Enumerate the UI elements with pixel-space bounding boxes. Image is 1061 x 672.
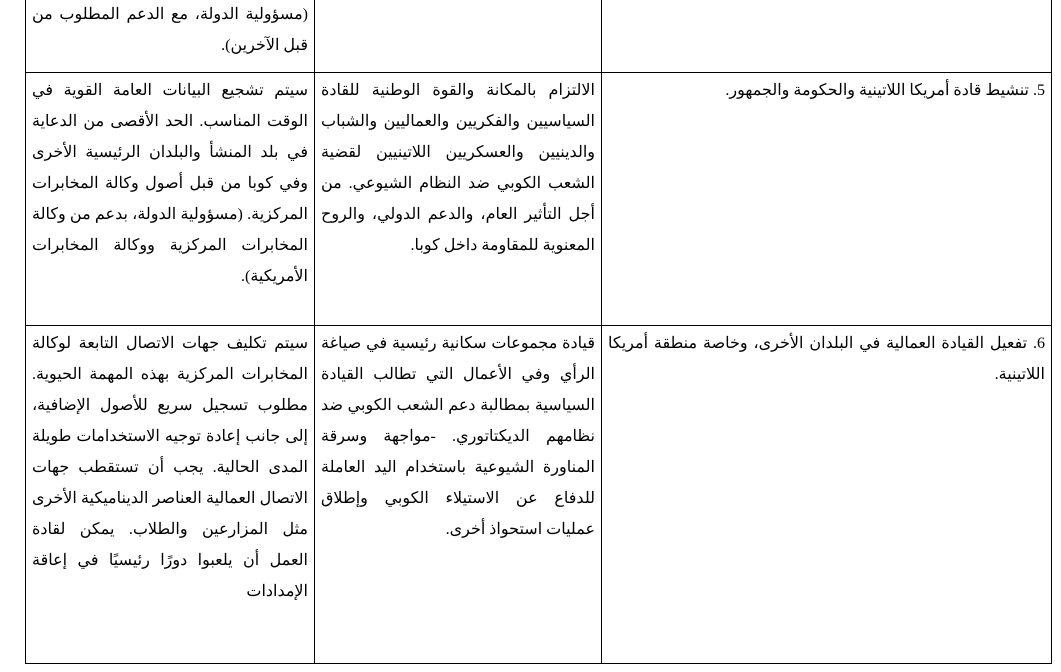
objective-cell <box>602 326 1052 664</box>
objective-text: 5. تنشيط قادة أمريكا اللاتينية والحكومة والجمهور. <box>725 82 1045 99</box>
objective-text: 6. تفعيل القيادة العمالية في البلدان الأخرى، وخاصة منطقة أمريكا اللاتينية. <box>608 335 1045 383</box>
responsibility-cell <box>26 326 315 664</box>
responsibility-text: سيتم تكليف جهات الاتصال التابعة لوكالة المخابرات المركزية بهذه المهمة الحيوية. مطلوب تسجيل سريع للأصول الإضافية، إلى جانب إعادة توجيه الاستخدامات طويلة المدى الحالية. يجب أن تستقطب جهات الاتصال العمالية العناصر الديناميكية الأخرى مثل المزارعين والطلاب. يمكن لقادة العمل أن يلعبوا دورًا رئيسيًا في إعاقة الإمدادات <box>32 335 308 600</box>
objective-cell <box>602 73 1052 326</box>
table-row <box>26 73 1052 326</box>
action-text: قيادة مجموعات سكانية رئيسية في صياغة الرأي وفي الأعمال التي تطالب القيادة السياسية بمطالبة دعم الشعب الكوبي ضد نظامهم الديكتاتوري. -مواجهة وسرقة المناورة الشيوعية باستخدام اليد العاملة للدفاع عن الاستيلاء الكوبي وإطلاق عمليات استحواذ أخرى. <box>321 335 595 538</box>
action-cell <box>315 73 602 326</box>
table-row <box>26 326 1052 664</box>
table-row <box>26 0 1052 73</box>
objective-cell <box>602 0 1052 73</box>
action-cell <box>315 0 602 73</box>
responsibility-text: سيتم تشجيع البيانات العامة القوية في الوقت المناسب. الحد الأقصى من الدعاية في بلد المنشأ والبلدان الرئيسية الأخرى وفي كوبا من قبل أصول وكالة المخابرات المركزية. (مسؤولية الدولة، بدعم من وكالة المخابرات المركزية ووكالة المخابرات الأمريكية). <box>32 82 308 285</box>
responsibility-cell <box>26 0 315 73</box>
action-cell <box>315 326 602 664</box>
action-text: الالتزام بالمكانة والقوة الوطنية للقادة السياسيين والفكريين والعماليين والشباب والدينيين والعسكريين اللاتينيين لقضية الشعب الكوبي ضد النظام الشيوعي. من أجل التأثير العام، والدعم الدولي، والروح المعنوية للمقاومة داخل كوبا. <box>321 82 595 254</box>
responsibility-text: (مسؤولية الدولة، مع الدعم المطلوب من قبل الآخرين). <box>32 6 308 54</box>
document-table <box>25 0 1052 664</box>
responsibility-cell <box>26 73 315 326</box>
